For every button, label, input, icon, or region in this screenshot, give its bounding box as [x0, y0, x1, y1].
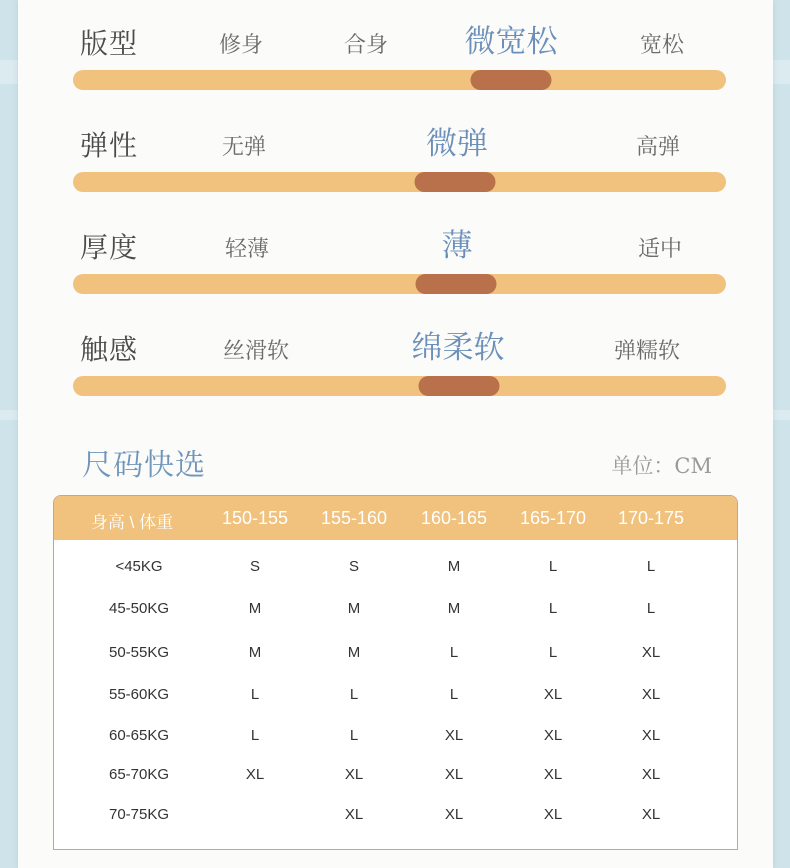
weight-cell: 65-70KG — [108, 766, 170, 783]
attribute-option-selected: 绵柔软 — [411, 330, 505, 366]
attribute-label: 弹性 — [80, 129, 139, 162]
attribute-row-thickness — [18, 226, 773, 306]
attribute-option: 适中 — [637, 237, 683, 262]
size-cell: XL — [641, 727, 661, 744]
size-cell: L — [250, 727, 260, 744]
weight-cell: 50-55KG — [108, 644, 170, 661]
size-cell: L — [548, 600, 558, 617]
size-cell: XL — [641, 766, 661, 783]
size-cell: XL — [444, 806, 464, 823]
weight-cell: 70-75KG — [108, 806, 170, 823]
scale-track — [73, 70, 726, 90]
attribute-option: 无弹 — [221, 135, 267, 160]
scale-indicator — [471, 70, 552, 90]
weight-cell: <45KG — [115, 558, 163, 575]
size-cell: XL — [641, 686, 661, 703]
size-cell: M — [447, 600, 461, 617]
corner-header: 身高 \ 体重 — [90, 513, 174, 532]
unit-label: 单位：CM — [611, 454, 712, 478]
attribute-option: 弹糯软 — [613, 339, 681, 364]
attribute-row-texture — [18, 328, 773, 408]
attribute-label: 触感 — [80, 333, 139, 366]
size-cell: L — [646, 558, 656, 575]
attribute-option: 高弹 — [635, 135, 681, 160]
weight-cell: 55-60KG — [108, 686, 170, 703]
size-cell: M — [248, 644, 262, 661]
size-cell: S — [249, 558, 261, 575]
size-cell: L — [449, 644, 459, 661]
size-cell: XL — [344, 766, 364, 783]
size-cell: L — [646, 600, 656, 617]
size-cell: XL — [444, 766, 464, 783]
scale-track — [73, 274, 726, 294]
attribute-option-selected: 薄 — [441, 228, 473, 264]
size-cell: M — [248, 600, 262, 617]
size-cell: L — [250, 686, 260, 703]
size-cell: XL — [444, 727, 464, 744]
size-cell: XL — [543, 766, 563, 783]
weight-cell: 45-50KG — [108, 600, 170, 617]
size-cell: XL — [543, 806, 563, 823]
size-table — [53, 495, 738, 850]
size-cell: M — [447, 558, 461, 575]
scale-indicator — [419, 376, 500, 396]
scale-indicator — [415, 172, 496, 192]
attribute-label: 厚度 — [80, 231, 139, 264]
product-detail-card — [18, 0, 773, 868]
attribute-option-selected: 微宽松 — [464, 24, 558, 60]
size-cell: XL — [543, 686, 563, 703]
size-cell: L — [349, 727, 359, 744]
weight-cell: 60-65KG — [108, 727, 170, 744]
size-cell: XL — [543, 727, 563, 744]
attribute-row-elasticity — [18, 124, 773, 204]
attribute-option: 轻薄 — [224, 237, 270, 262]
scale-track — [73, 172, 726, 192]
height-column-header: 160-165 — [420, 508, 488, 528]
attribute-option: 丝滑软 — [222, 339, 290, 364]
size-cell: XL — [641, 644, 661, 661]
size-cell: L — [548, 644, 558, 661]
size-cell: M — [347, 600, 361, 617]
size-cell: M — [347, 644, 361, 661]
attribute-option: 修身 — [218, 33, 264, 58]
attribute-option-selected: 微弹 — [426, 126, 488, 162]
scale-indicator — [416, 274, 497, 294]
height-column-header: 165-170 — [519, 508, 587, 528]
height-column-header: 170-175 — [617, 508, 685, 528]
height-column-header: 150-155 — [221, 508, 289, 528]
size-cell: L — [449, 686, 459, 703]
size-cell: XL — [641, 806, 661, 823]
size-cell: XL — [245, 766, 265, 783]
attribute-row-fit — [18, 22, 773, 102]
size-table-header — [54, 496, 737, 540]
scale-track — [73, 376, 726, 396]
size-cell: L — [349, 686, 359, 703]
size-cell: L — [548, 558, 558, 575]
attribute-option: 合身 — [343, 33, 389, 58]
height-column-header: 155-160 — [320, 508, 388, 528]
size-cell: XL — [344, 806, 364, 823]
attribute-label: 版型 — [80, 27, 139, 60]
attribute-option: 宽松 — [639, 33, 685, 58]
size-guide-title: 尺码快选 — [82, 448, 206, 483]
size-cell: S — [348, 558, 360, 575]
